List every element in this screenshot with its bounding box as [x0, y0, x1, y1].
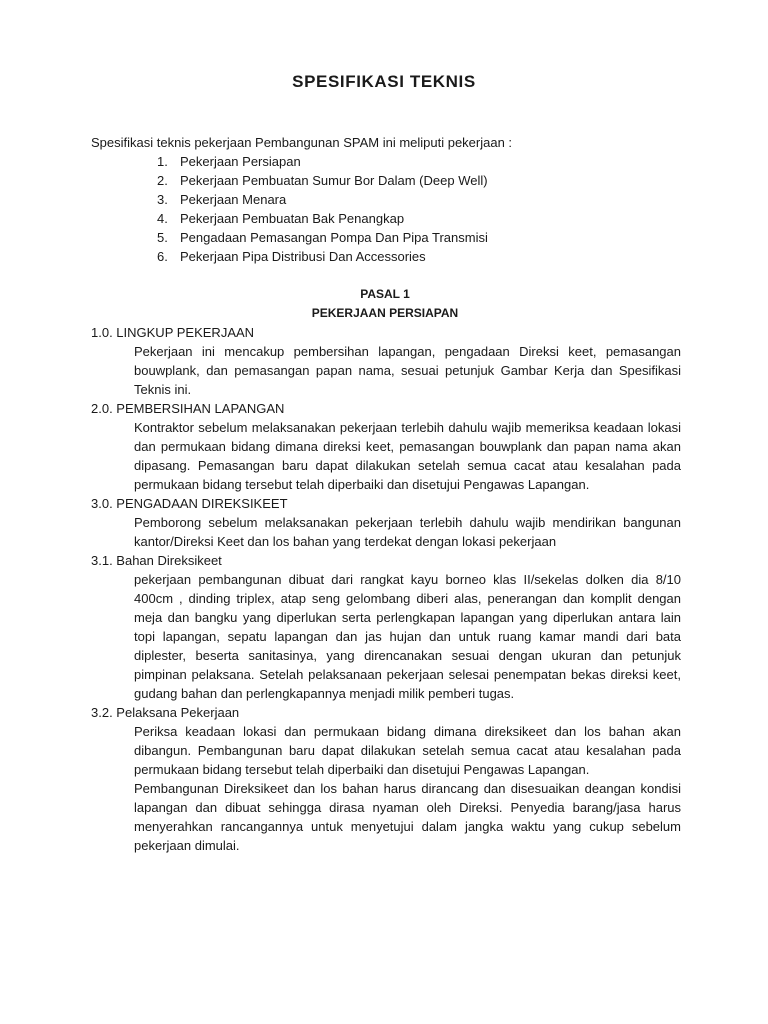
list-item: 6. Pekerjaan Pipa Distribusi Dan Accessories [157, 249, 426, 264]
section-paragraph: Kontraktor sebelum melaksanakan pekerjaan terlebih dahulu wajib memeriksa keadaan lokasi dan permukaan bidang dimana direksi keet, pemasangan bouwplank dan papan nama akan dipasang. Pemasangan baru dapat dilakukan setelah semua cacat atau kesalahan pada permukaan bidang tersebut telah diperbaiki dan disetujui Pengawas Lapangan. [134, 420, 681, 492]
list-item: 2. Pekerjaan Pembuatan Sumur Bor Dalam (Deep Well) [157, 173, 488, 188]
section-paragraph: Periksa keadaan lokasi dan permukaan bidang dimana direksikeet dan los bahan akan dibangun. Pembangunan baru dapat dilakukan setelah semua cacat atau kesalahan pada permukaan bidang tersebut telah diperbaiki dan disetujui Pengawas Lapangan. [134, 724, 681, 777]
section-paragraph: Pembangunan Direksikeet dan los bahan harus dirancang dan disesuaikan deangan kondisi lapangan dan dibuat sehingga dirasa nyaman oleh Direksi. Penyedia barang/jasa harus menyerahkan rancangannya untuk menyetujui dalam jangka waktu yang cukup sebelum pekerjaan dimulai. [134, 781, 681, 853]
document-title: SPESIFIKASI TEKNIS [292, 72, 476, 91]
document-body [91, 133, 681, 855]
pasal-number: PASAL 1 [360, 287, 410, 301]
scope-list [91, 152, 681, 266]
section-heading: 1.0. LINGKUP PEKERJAAN [91, 325, 255, 340]
list-item: 4. Pekerjaan Pembuatan Bak Penangkap [157, 211, 405, 226]
section-heading: 3.0. PENGADAAN DIREKSIKEET [91, 496, 288, 511]
section-paragraph: pekerjaan pembangunan dibuat dari rangkat kayu borneo klas II/sekelas dolken dia 8/10 400cm , dinding triplex, atap seng gelombang diberi alas, penerangan dan komplit dengan meja dan bangku yang diperlukan serta perlengkapan lapangan yang diperlukan antara lain topi lapangan, sepatu lapangan dan jas hujan dan untuk ruang kamar mandi dari bata diplester, beserta sanitasinya, yang direncanakan sesuai dengan ukuran dan petunjuk pimpinan pelaksana. Setelah pelaksanaan pekerjaan selesai penempatan bekas direksi keet, gudang bahan dan perlengkapannya menjadi milik pemberi tugas. [134, 572, 681, 701]
list-item: 1. Pekerjaan Persiapan [157, 154, 301, 169]
list-item: 3. Pekerjaan Menara [157, 192, 287, 207]
section-heading: 2.0. PEMBERSIHAN LAPANGAN [91, 401, 285, 416]
intro-text: Spesifikasi teknis pekerjaan Pembangunan SPAM ini meliputi pekerjaan : [91, 135, 513, 150]
pasal-title: PEKERJAAN PERSIAPAN [311, 306, 459, 320]
list-item: 5. Pengadaan Pemasangan Pompa Dan Pipa Transmisi [157, 230, 488, 245]
section-paragraph: Pekerjaan ini mencakup pembersihan lapangan, pengadaan Direksi keet, pemasangan bouwplank, dan pemasangan papan nama, sesuai petunjuk Gambar Kerja dan Spesifikasi Teknis ini. [134, 344, 681, 397]
section-paragraph: Pemborong sebelum melaksanakan pekerjaan terlebih dahulu wajib mendirikan bangunan kantor/Direksi Keet dan los bahan yang terdekat dengan lokasi pekerjaan [134, 515, 681, 549]
section-heading: 3.2. Pelaksana Pekerjaan [91, 705, 240, 720]
section-heading: 3.1. Bahan Direksikeet [91, 553, 222, 568]
